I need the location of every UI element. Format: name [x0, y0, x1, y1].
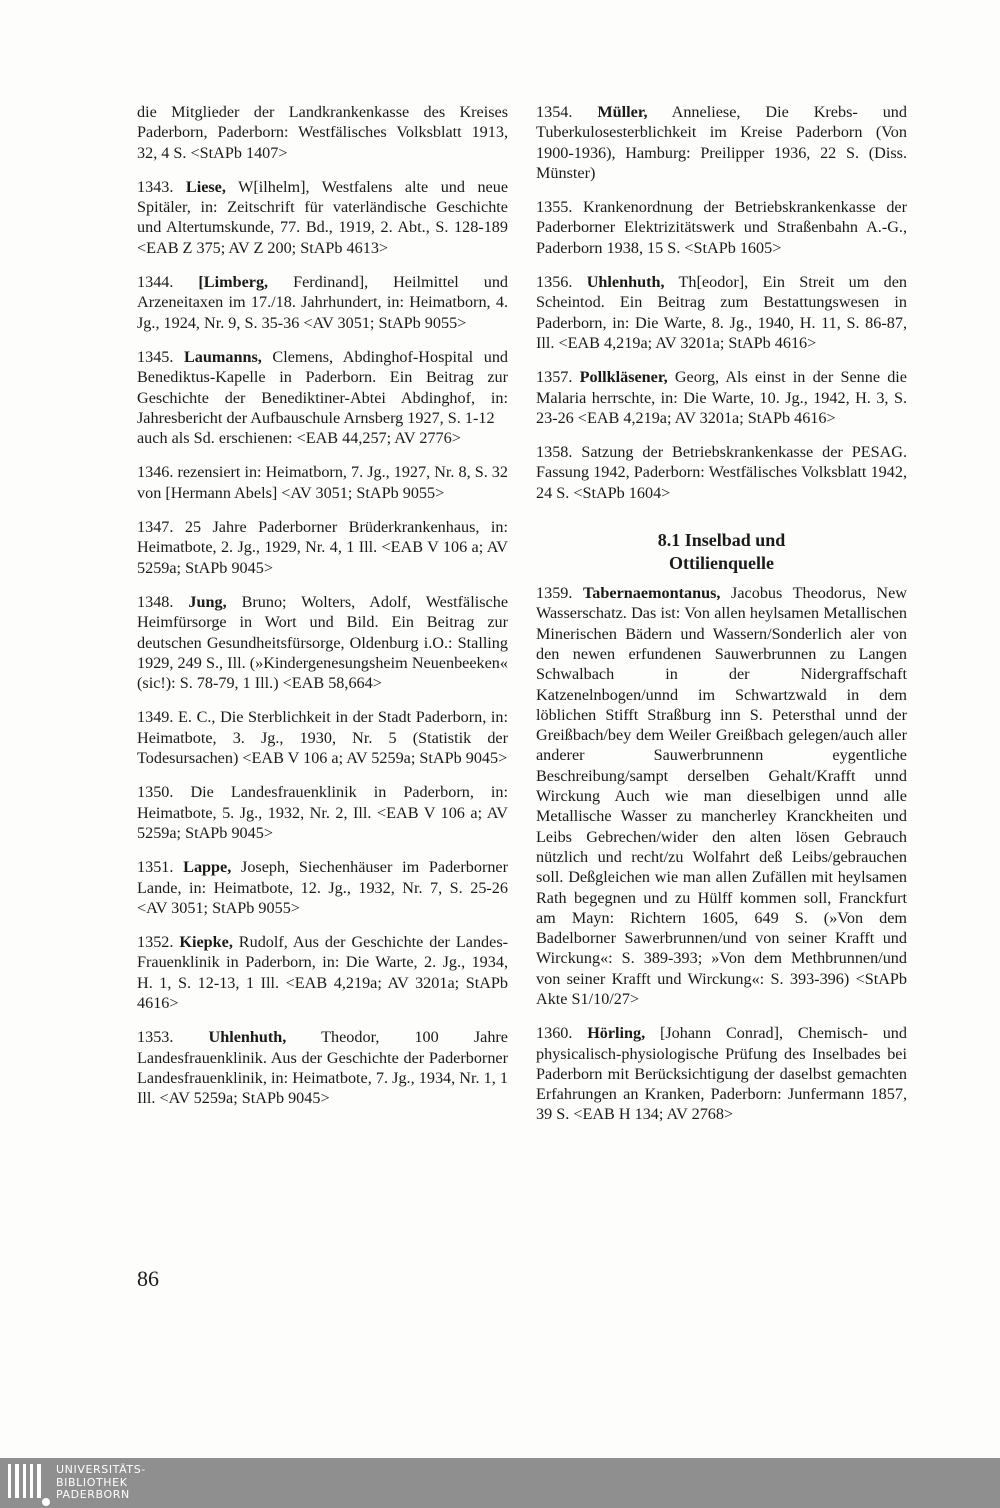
left-column: [137, 102, 508, 1122]
bibliography-entry: 1357. Pollkläsener, Georg, Als einst in der Senne die Malaria herrschte, in: Die Warte, 10. Jg., 1942, H. 3, S. 23-26 <EAB 4,219a; AV 3201a; StAPb 4616>: [536, 368, 907, 427]
bibliography-entry: 1344. [Limberg, Ferdinand], Heilmittel und Arzeneitaxen im 17./18. Jahrhundert, in: Heimatborn, 4. Jg., 1924, Nr. 9, S. 35-36 <AV 3051; StAPb 9055>: [137, 273, 509, 332]
bibliography-entry: 1360. Hörling, [Johann Conrad], Chemisch- und physicalisch-physiologische Prüfung des Inselbades bei Paderborn mit Berücksichtigung der daselbst gemachten Erfahrungen an Kranken, Paderborn: Junfermann 1857, 39 S. <EAB H 134; AV 2768>: [536, 1024, 907, 1124]
bibliography-entry: 1345. Laumanns, Clemens, Abdinghof-Hospital und Benediktus-Kapelle in Paderborn. Ein Beitrag zur Geschichte der Benediktiner-Abtei Abdinghof, in: Jahresbericht der Aufbauschule Arnsberg 1927, S. 1-12 auch als Sd. erschienen: <EAB 44,257; AV 2776>: [137, 347, 509, 448]
bibliography-entry: 1350. Die Landesfrauenklinik in Paderborn, in: Heimatbote, 5. Jg., 1932, Nr. 2, Ill. <EAB V 106 a; AV 5259a; StAPb 9045>: [137, 783, 509, 842]
library-footer: [0, 1458, 1000, 1508]
bibliography-entry: 1352. Kiepke, Rudolf, Aus der Geschichte der Landes-Frauenklinik in Paderborn, in: Die Warte, 2. Jg., 1934, H. 1, S. 12-13, 1 Ill. <EAB 4,219a; AV 3201a; StAPb 4616>: [137, 933, 509, 1012]
bibliography-entry: 1349. E. C., Die Sterblichkeit in der Stadt Paderborn, in: Heimatbote, 3. Jg., 1930, Nr. 5 (Statistik der Todesursachen) <EAB V 106 a; AV 5259a; StAPb 9045>: [137, 708, 508, 768]
bibliography-entry: 1347. 25 Jahre Paderborner Brüderkrankenhaus, in: Heimatbote, 2. Jg., 1929, Nr. 4, 1 Ill. <EAB V 106 a; AV 5259a; StAPb 9045>: [137, 518, 508, 577]
bibliography-entry: 1358. Satzung der Betriebskrankenkasse der PESAG. Fassung 1942, Paderborn: Westfälisches Volksblatt 1942, 24 S. <StAPb 1604>: [536, 443, 908, 502]
right-column: [536, 102, 907, 1139]
bibliography-entry: 1354. Müller, Anneliese, Die Krebs- und Tuberkulosesterblichkeit im Kreise Paderborn (Von 1900-1936), Hamburg: Preilipper 1936, 22 S. (Diss. Münster): [536, 103, 907, 182]
section-heading: 8.1 Inselbad und Ottilienquelle: [657, 530, 786, 574]
bibliography-entry: die Mitglieder der Landkrankenkasse des Kreises Paderborn, Paderborn: Westfälisches Volksblatt 1913, 32, 4 S. <StAPb 1407>: [137, 103, 508, 162]
library-name: UNIVERSITÄTS- BIBLIOTHEK PADERBORN: [56, 1463, 146, 1501]
bibliography-entry: 1356. Uhlenhuth, Th[eodor], Ein Streit um den Scheintod. Ein Beitrag zum Bestattungswesen in Paderborn, in: Die Warte, 8. Jg., 1940, H. 11, S. 86-87, Ill. <EAB 4,219a; AV 3201a; StAPb 4616>: [536, 273, 907, 352]
bibliography-entry: 1359. Tabernaemontanus, Jacobus Theodorus, New Wasserschatz. Das ist: Von allen heylsamen Metallischen Minerischen Bädern und Wassern/Sonderlich aler von den newen erfundenen Sauwerbrunnen zu Langen Schwalbach in der Nidergraffschaft Katzenelnbogen/unnd im Schwartzwald in dem löblichen Stifft Straßburg inn S. Petersthal unnd der Greißbach/bey dem Weiler Greißbach gelegen/auch aller anderer Sauwerbrunnenn eygentliche Beschreibung/sampt derselben Gehalt/Krafft unnd Wirckung Auch wie man dieselbigen unnd alle Metallische Wasser zu mancherley Kranckheiten und Leibs Gebrechen/wider den alten lösen Gebrauch nützlich und recht/zu Wolfahrt deß Leibs/gebrauchen soll. Deßgleichen wie man allen Zufällen mit heylsamen Rath begegnen und zu Hülff kommen soll, Franckfurt am Mayn: Richtern 1605, 649 S. (»Von dem Badelborner Sawerbrunnen/und von seiner Krafft und Wirckung«: S. 389-393; »Von dem Methbrunnen/und von seiner Krafft und Wirckung«: S. 393-396) <StAPb Akte S1/10/27>: [536, 584, 907, 1008]
bibliography-entry: 1351. Lappe, Joseph, Siechenhäuser im Paderborner Lande, in: Heimatbote, 12. Jg., 1932, Nr. 7, S. 25-26 <AV 3051; StAPb 9055>: [137, 858, 509, 917]
bibliography-entry: 1346. rezensiert in: Heimatborn, 7. Jg., 1927, Nr. 8, S. 32 von [Hermann Abels] <AV 3051; StAPb 9055>: [137, 463, 508, 502]
bibliography-entry: 1348. Jung, Bruno; Wolters, Adolf, Westfälische Heimfürsorge in Wort und Bild. Ein Beitrag zur deutschen Gesundheitsfürsorge, Oldenburg i.O.: Stalling 1929, 249 S., Ill. (»Kindergenesungsheim Neuenbeeken« (sic!): S. 78-79, 1 Ill.) <EAB 58,664>: [137, 592, 508, 693]
bibliography-entry: 1353. Uhlenhuth, Theodor, 100 Jahre Landesfrauenklinik. Aus der Geschichte der Paderborner Landesfrauenklinik, in: Heimatbote, 7. Jg., 1934, Nr. 1, 1 Ill. <AV 5259a; StAPb 9045>: [137, 1028, 508, 1108]
bibliography-entry: 1355. Krankenordnung der Betriebskrankenkasse der Paderborner Elektrizitätswerk und Straßenbahn A.-G., Paderborn 1938, 15 S. <StAPb 1605>: [536, 198, 908, 257]
page-number: 86: [137, 1266, 159, 1291]
bibliography-entry: 1343. Liese, W[ilhelm], Westfalens alte und neue Spitäler, in: Zeitschrift für vaterländische Geschichte und Altertumskunde, 77. Bd., 1919, 2. Abt., S. 128-189 <EAB Z 375; AV Z 200; StAPb 4613>: [137, 177, 509, 257]
